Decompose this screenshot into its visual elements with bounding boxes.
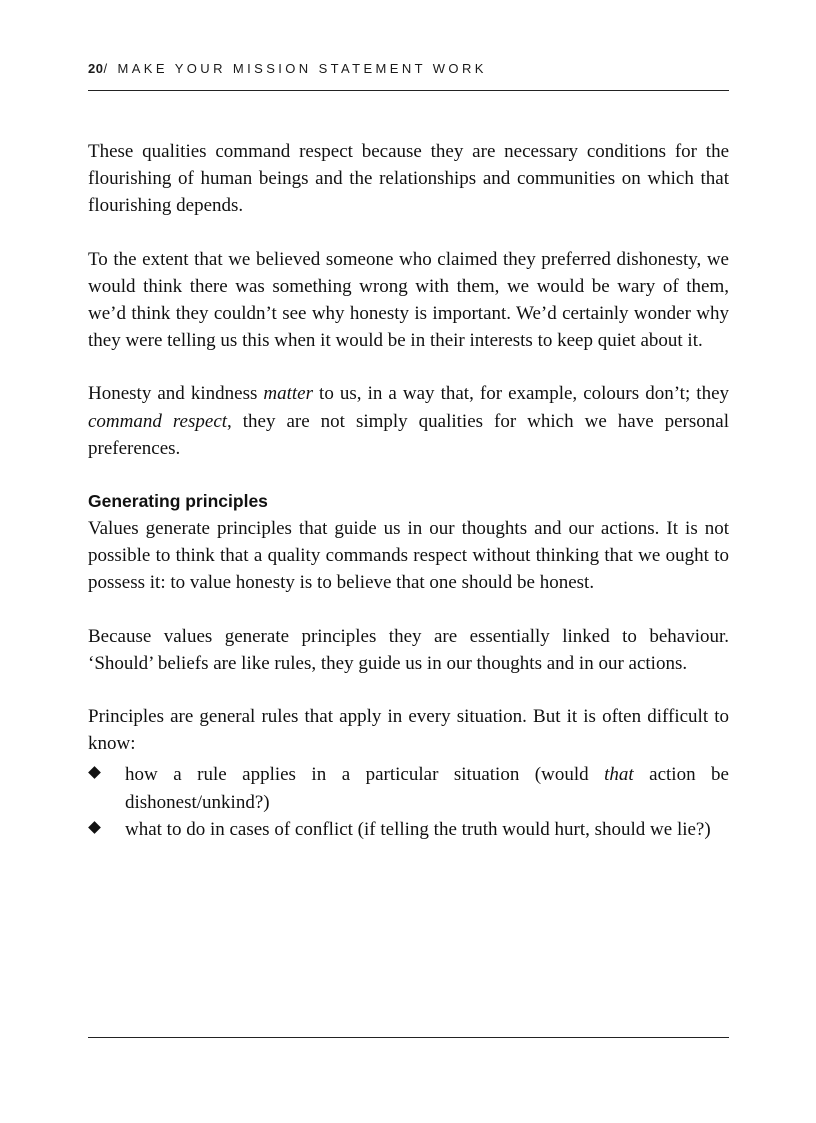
- header-rule: [88, 90, 729, 91]
- paragraph: Principles are general rules that apply in every situation. But it is often difficult to know:: [88, 706, 729, 755]
- page-number: 20: [88, 61, 104, 76]
- bullet-item: what to do in cases of conflict (if telling the truth would hurt, should we lie?): [88, 816, 729, 843]
- paragraph: Values generate principles that guide us in our thoughts and our actions. It is not possible to think that a quality commands respect without thinking that we ought to possess it: to value honesty is to believe that one should be honest.: [88, 518, 729, 594]
- emphasis-that: that: [604, 764, 634, 786]
- running-head: [88, 61, 729, 76]
- header-separator: /: [103, 61, 111, 76]
- diamond-bullet-icon: [88, 767, 101, 780]
- section-heading: Generating principles: [88, 491, 268, 512]
- paragraph: Because values generate principles they are essentially linked to behaviour. ‘Should’ beliefs are like rules, they guide us in our thoughts and in our actions.: [88, 625, 729, 674]
- bullet-list: [88, 761, 729, 843]
- footer-rule: [88, 1037, 729, 1038]
- diamond-bullet-icon: [88, 821, 101, 834]
- paragraph: To the extent that we believed someone who claimed they preferred dishonesty, we would think there was something wrong with them, we would be wary of them, we’d think they couldn’t see why honesty is important. We’d certainly wonder why they were telling us this when it would be in their interests to keep quiet about it.: [88, 248, 729, 352]
- book-title: MAKE YOUR MISSION STATEMENT WORK: [117, 61, 487, 76]
- bullet-item: how a rule applies in a particular situation (would that action be dishonest/unkind?): [88, 761, 729, 815]
- emphasis-matter: matter: [263, 383, 314, 405]
- paragraph: These qualities command respect because they are necessary conditions for the flourishing of human beings and the relationships and communities on which that flourishing depends.: [88, 141, 729, 217]
- body-text: [88, 138, 729, 843]
- paragraph-honesty: Honesty and kindness matter to us, in a way that, for example, colours don’t; they command respect, they are not simply qualities for which we have personal preferences.: [88, 383, 729, 459]
- emphasis-command-respect: command respect: [88, 410, 228, 432]
